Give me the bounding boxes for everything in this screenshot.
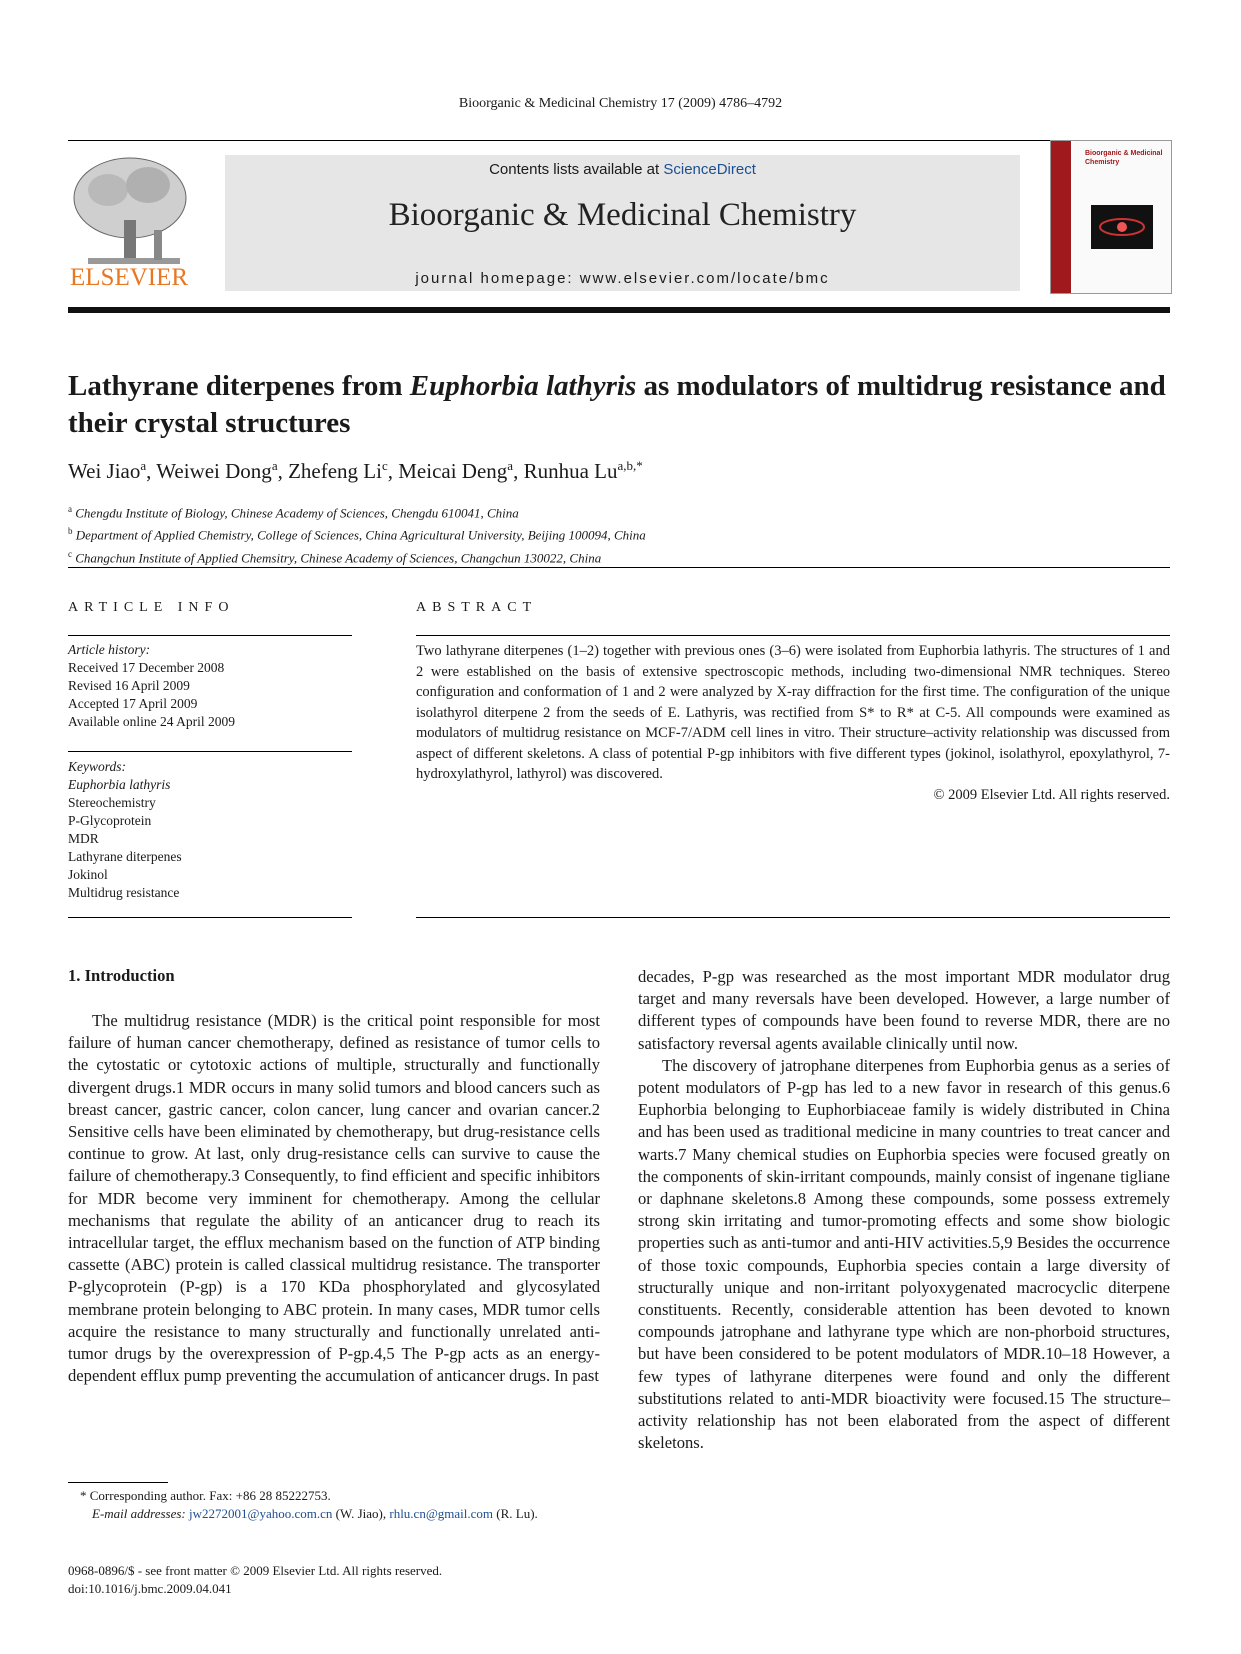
divider	[416, 917, 1170, 918]
journal-cover-thumbnail[interactable]	[1050, 140, 1172, 294]
email-link[interactable]: rhlu.cn@gmail.com	[389, 1506, 494, 1521]
abstract-heading: ABSTRACT	[416, 600, 538, 615]
keyword: Jokinol	[68, 867, 108, 882]
keyword: Euphorbia lathyris	[68, 777, 171, 792]
author-name[interactable]: Meicai Deng	[398, 459, 508, 483]
history-item: Accepted 17 April 2009	[68, 696, 198, 711]
keyword: P-Glycoprotein	[68, 813, 152, 828]
body-column-left	[68, 1010, 600, 1387]
affiliation: $^b$ Department of Applied Chemistry, College of Sciences, China Agricultural University, Beijing 100094, China	[68, 526, 646, 543]
corresponding-author: * Corresponding author. Fax: +86 28 85222753.	[80, 1488, 331, 1503]
contents-line	[225, 161, 1020, 178]
author-list: Wei Jiao$^a$, Weiwei Dong$^a$, Zhefeng Li$^c$, Meicai Deng$^a$, Runhua $Lu^{a,b,*}$	[68, 458, 643, 483]
journal-homepage-link[interactable]: journal homepage: www.elsevier.com/locate/bmc	[415, 270, 830, 287]
author-name[interactable]: Zhefeng Li	[288, 459, 382, 483]
cover-title: Bioorganic & Medicinal Chemistry	[1085, 150, 1163, 166]
journal-title: Bioorganic & Medicinal Chemistry	[388, 197, 857, 233]
divider	[68, 751, 352, 752]
footnote	[68, 1487, 600, 1523]
affiliations	[68, 500, 646, 567]
author-name[interactable]: Wei Jiao	[68, 459, 141, 483]
paragraph: The multidrug resistance (MDR) is the critical point responsible for most failure of human cancer chemotherapy, defined as resistance of tumor cells to the cytostatic or cytotoxic actions of multiple, structurally and functionally divergent drugs.1 MDR occurs in many solid tumors and blood cancers such as breast cancer, gastric cancer, colon cancer, lung cancer and ovarian cancer.2 Sensitive cells have been eliminated by chemotherapy, but drug-resistance cells continue to grow. At last, only drug-resistance cells can survive to cause the failure of chemotherapy.3 Consequently, to find efficient and specific inhibitors for MDR become very imminent for chemotherapy. Among the cellular mechanisms that regulate the ability of an anticancer drug to reach its intracellular target, the efflux mechanism based on the function of ATP binding cassette (ABC) protein is called classical multidrug resistance. The transporter P-glycoprotein (P-gp) is a 170 KDa phosphorylated and glycosylated membrane protein belonging to ABC protein. In many cases, MDR tumor cells acquire the resistance to many structurally and functionally unrelated anti-tumor drugs by the overexpression of P-gp.4,5 The P-gp acts as an energy-dependent efflux pump preventing the accumulation of anticancer drugs. In past	[68, 1011, 600, 1386]
section-heading: 1. Introduction	[68, 966, 175, 985]
keywords	[68, 758, 182, 902]
divider	[68, 635, 352, 636]
issn-line: 0968-0896/$ - see front matter © 2009 Elsevier Ltd. All rights reserved.	[68, 1563, 443, 1578]
affiliation: $^c$ Changchun Institute of Applied Chemsitry, Chinese Academy of Sciences, Changchun 130022, China	[68, 548, 602, 565]
article-history	[68, 641, 235, 731]
paragraph: The discovery of jatrophane diterpenes from Euphorbia genus as a series of potent modulators of P-gp has led to a new favor in research of this genus.6 Euphorbia belonging to Euphorbiaceae family is widely distributed in China and has been used as traditional medicine in many countries to treat cancer and warts.7 Many chemical studies on Euphorbia species were focused greatly on the components of skin-irritant compounds, mainly consist of ingenane tigliane or daphnane skeletons.8 Among these compounds, some possess extremely strong skin irritating and tumor-promoting effects and some show biologic properties such as anti-tumor and anti-HIV activities.5,9 Besides the occurrence of those toxic compounds, Euphorbia species contain a large diversity of structurally unique and non-irritant polyoxygenated macrocyclic diterpene constituents. Recently, considerable attention has been devoted to known compounds jatrophane and lathyrane type which are non-phorboid structures, but have been considered to be potent modulators of MDR.10–18 However, a few types of lathyrane diterpenes were found and only the different substitutions related to anti-MDR bioactivity were focused.15 The structure–activity relationship has not been elaborated from the aspect of different skeletons.	[638, 1055, 1170, 1453]
author-name[interactable]: Runhua Lu	[523, 459, 618, 483]
sciencedirect-link[interactable]: ScienceDirect	[663, 161, 756, 178]
abstract-text: Two lathyrane diterpenes (1–2) together with previous ones (3–6) were isolated from Euphorbia lathyris. The structures of 1 and 2 were established on the basis of extensive spectroscopic methods, including two-dimensional NMR techniques. Stereo configuration and conformation of 1 and 2 were analyzed by X-ray diffraction for the first time. The configuration of the unique isolathyrol diterpene 2 from the seeds of E. Lathyris, was rectified from S* to R* at C-5. All compounds were examined as modulators of multidrug resistance on MCF-7/ADM cell lines in vitro. Their structure–activity relationship was discussed from aspect of different skeletons. A class of potential P-gp inhibitors with five different types (jokinol, isolathyrol, epoxylathyrol, 7-hydroxylathyrol, lathyrol) was discovered.	[416, 643, 1170, 782]
divider	[416, 635, 1170, 636]
history-item: Revised 16 April 2009	[68, 678, 190, 693]
header-rule	[68, 140, 1170, 141]
keyword: Lathyrane diterpenes	[68, 849, 182, 864]
keyword: Multidrug resistance	[68, 885, 180, 900]
keywords-label: Keywords:	[68, 759, 126, 774]
keyword: Stereochemistry	[68, 795, 156, 810]
paragraph: decades, P-gp was researched as the most important MDR modulator drug target and many reversals have been developed. However, a large number of different types of compounds have been found to reverse MDR, there are no satisfactory reversal agents available clinically until now.	[638, 967, 1170, 1053]
email-link[interactable]: jw2272001@yahoo.com.cn	[189, 1506, 333, 1521]
abstract-copyright: © 2009 Elsevier Ltd. All rights reserved.	[933, 786, 1170, 803]
article-info-heading: ARTICLE INFO	[68, 600, 235, 615]
journal-banner	[225, 155, 1020, 291]
author-name[interactable]: Weiwei Dong	[156, 459, 272, 483]
doi-link[interactable]: doi:10.1016/j.bmc.2009.04.041	[68, 1581, 232, 1596]
body-column-right	[638, 966, 1170, 1454]
journal-reference: Bioorganic & Medicinal Chemistry 17 (2009) 4786–4792	[458, 96, 783, 111]
history-item: Available online 24 April 2009	[68, 714, 235, 729]
history-item: Received 17 December 2008	[68, 660, 225, 675]
article-title: Lathyrane diterpenes from Euphorbia lathyris as modulators of multidrug resistance and their crystal structures	[68, 370, 1166, 439]
divider	[68, 917, 352, 918]
contents-prefix: Contents lists available at	[489, 161, 664, 178]
abstract-body	[416, 641, 1170, 805]
section-rule	[68, 567, 1170, 568]
keyword: MDR	[68, 831, 99, 846]
email-line: E-mail addresses: jw2272001@yahoo.com.cn (W. Jiao), rhlu.cn@gmail.com (R. Lu).	[92, 1506, 538, 1521]
publisher-wordmark: ELSEVIER	[70, 264, 189, 290]
affiliation: $^a$ Chengdu Institute of Biology, Chinese Academy of Sciences, Chengdu 610041, China	[68, 504, 519, 521]
elsevier-logo[interactable]	[68, 150, 200, 290]
issn-block	[68, 1562, 442, 1598]
history-label: Article history:	[68, 642, 151, 657]
tree-icon	[68, 150, 200, 290]
footnote-rule	[68, 1482, 168, 1483]
header-thick-rule	[68, 307, 1170, 313]
